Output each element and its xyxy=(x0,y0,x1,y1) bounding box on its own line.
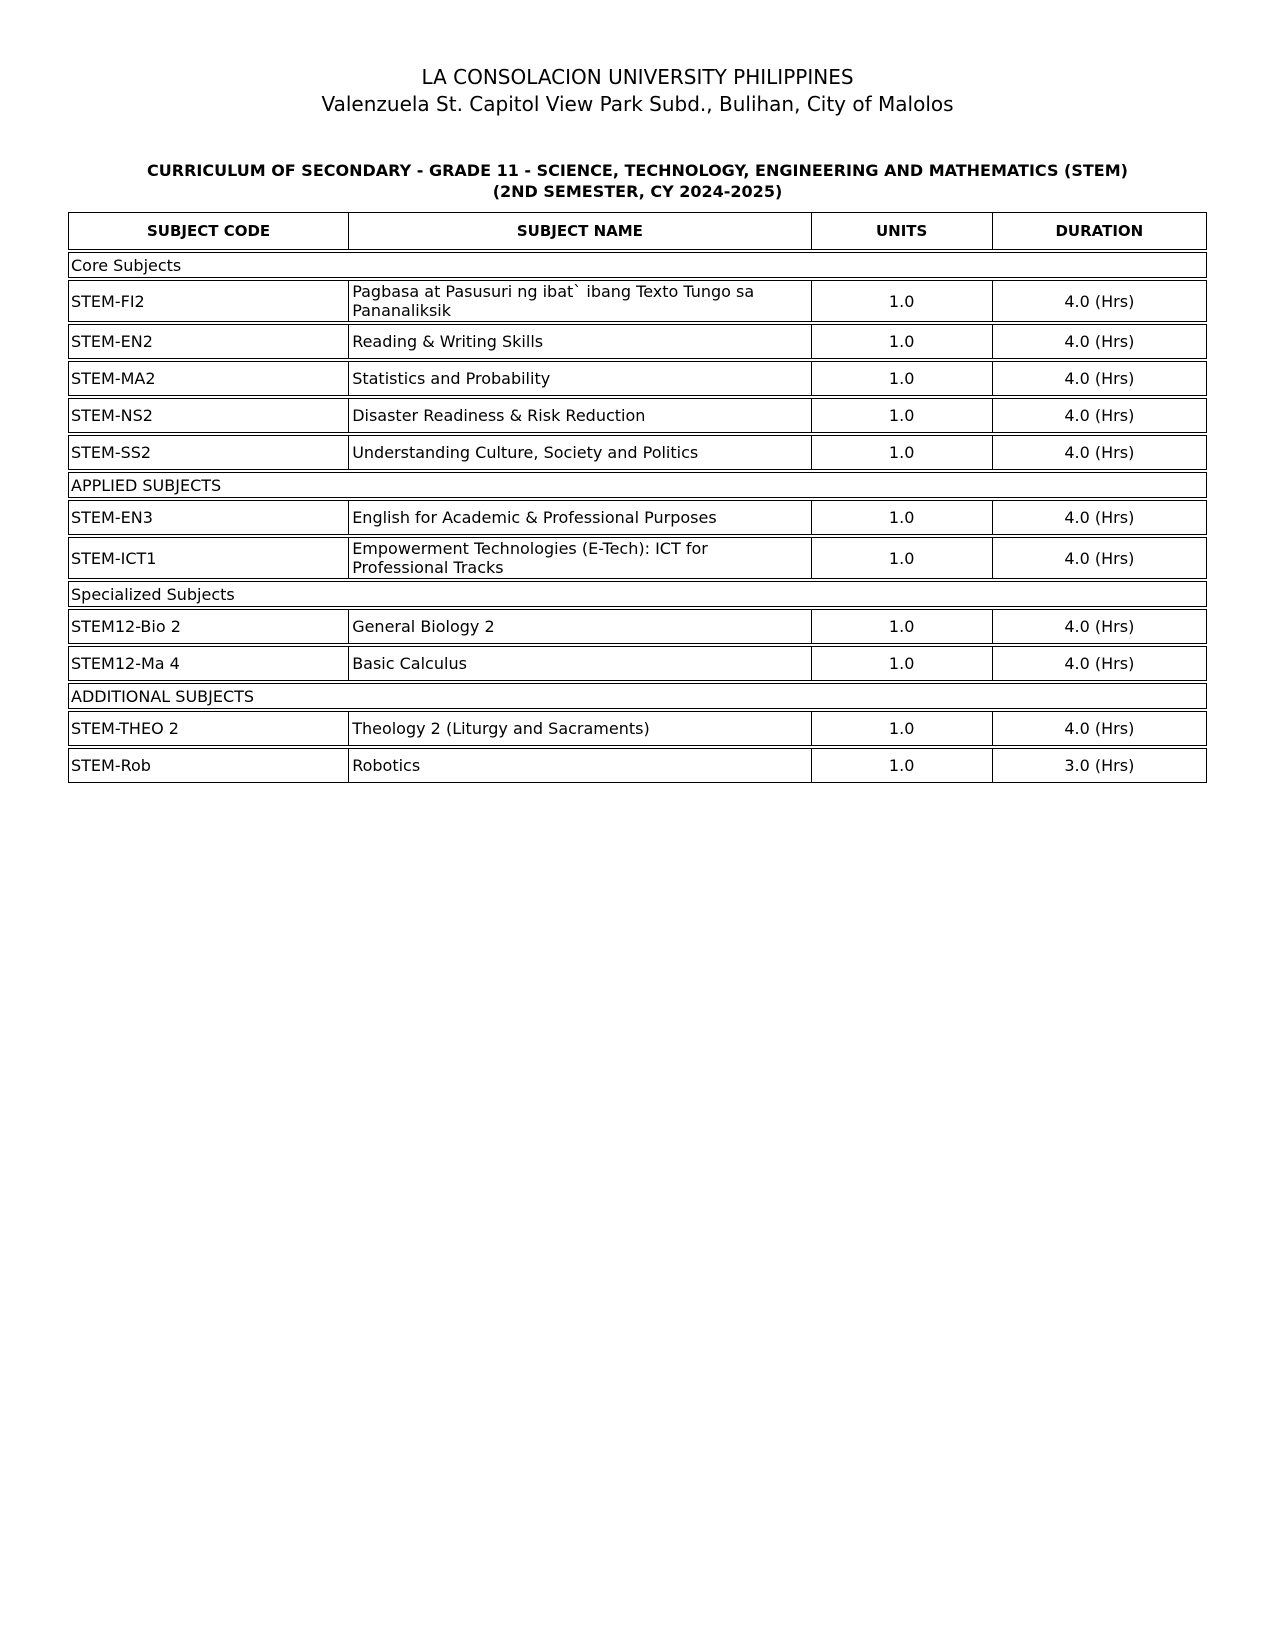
subject-name-cell: Pagbasa at Pasusuri ng ibat` ibang Texto Tungo sa Pananaliksik xyxy=(348,280,810,322)
subject-name-cell: Theology 2 (Liturgy and Sacraments) xyxy=(348,711,810,746)
subject-units-cell: 1.0 xyxy=(811,609,992,644)
university-name: LA CONSOLACION UNIVERSITY PHILIPPINES xyxy=(421,65,854,89)
subject-duration-cell: 4.0 (Hrs) xyxy=(992,537,1207,579)
subject-name-cell: General Biology 2 xyxy=(348,609,810,644)
section-row-core-subjects xyxy=(68,252,1207,278)
subject-duration-cell: 4.0 (Hrs) xyxy=(992,646,1207,681)
subject-duration-cell: 4.0 (Hrs) xyxy=(992,711,1207,746)
subject-units-cell: 1.0 xyxy=(811,398,992,433)
section-label: ADDITIONAL SUBJECTS xyxy=(68,683,1207,709)
section-label: Core Subjects xyxy=(68,252,1207,278)
subject-code-cell: STEM-FI2 xyxy=(68,280,348,322)
section-row-additional-subjects xyxy=(68,683,1207,709)
document-page xyxy=(68,0,1207,785)
section-label: APPLIED SUBJECTS xyxy=(68,472,1207,498)
subject-code-cell: STEM-Rob xyxy=(68,748,348,783)
document-title-block xyxy=(68,160,1207,202)
subject-code-cell: STEM-EN3 xyxy=(68,500,348,535)
subject-units-cell: 1.0 xyxy=(811,711,992,746)
subject-code-cell: STEM12-Ma 4 xyxy=(68,646,348,681)
col-header-units: UNITS xyxy=(811,212,992,250)
section-row-applied-subjects xyxy=(68,472,1207,498)
subject-code-cell: STEM-THEO 2 xyxy=(68,711,348,746)
subject-row xyxy=(68,646,1207,681)
table-header-row xyxy=(68,212,1207,250)
subject-row xyxy=(68,748,1207,783)
letterhead xyxy=(68,0,1207,118)
curriculum-table xyxy=(68,210,1207,785)
university-address: Valenzuela St. Capitol View Park Subd., Bulihan, City of Malolos xyxy=(321,92,954,116)
subject-code-cell: STEM-ICT1 xyxy=(68,537,348,579)
subject-duration-cell: 4.0 (Hrs) xyxy=(992,324,1207,359)
semester-subtitle: (2ND SEMESTER, CY 2024-2025) xyxy=(492,182,783,201)
subject-units-cell: 1.0 xyxy=(811,361,992,396)
subject-row xyxy=(68,324,1207,359)
subject-duration-cell: 4.0 (Hrs) xyxy=(992,398,1207,433)
curriculum-title: CURRICULUM OF SECONDARY - GRADE 11 - SCIENCE, TECHNOLOGY, ENGINEERING AND MATHEMATICS (STEM) xyxy=(147,161,1128,180)
subject-units-cell: 1.0 xyxy=(811,500,992,535)
subject-name-cell: Robotics xyxy=(348,748,810,783)
col-header-subject-code: SUBJECT CODE xyxy=(68,212,348,250)
subject-row xyxy=(68,435,1207,470)
subject-units-cell: 1.0 xyxy=(811,280,992,322)
subject-units-cell: 1.0 xyxy=(811,748,992,783)
section-row-specialized-subjects xyxy=(68,581,1207,607)
subject-row xyxy=(68,609,1207,644)
subject-units-cell: 1.0 xyxy=(811,435,992,470)
subject-name-cell: Reading & Writing Skills xyxy=(348,324,810,359)
subject-duration-cell: 4.0 (Hrs) xyxy=(992,280,1207,322)
col-header-duration: DURATION xyxy=(992,212,1207,250)
subject-name-cell: Statistics and Probability xyxy=(348,361,810,396)
subject-row xyxy=(68,537,1207,579)
subject-code-cell: STEM-MA2 xyxy=(68,361,348,396)
subject-code-cell: STEM-NS2 xyxy=(68,398,348,433)
subject-duration-cell: 4.0 (Hrs) xyxy=(992,609,1207,644)
subject-duration-cell: 3.0 (Hrs) xyxy=(992,748,1207,783)
subject-name-cell: English for Academic & Professional Purposes xyxy=(348,500,810,535)
subject-code-cell: STEM12-Bio 2 xyxy=(68,609,348,644)
subject-row xyxy=(68,711,1207,746)
subject-row xyxy=(68,280,1207,322)
subject-name-cell: Disaster Readiness & Risk Reduction xyxy=(348,398,810,433)
subject-row xyxy=(68,361,1207,396)
subject-name-cell: Basic Calculus xyxy=(348,646,810,681)
section-label: Specialized Subjects xyxy=(68,581,1207,607)
subject-name-cell: Understanding Culture, Society and Politics xyxy=(348,435,810,470)
subject-duration-cell: 4.0 (Hrs) xyxy=(992,435,1207,470)
subject-duration-cell: 4.0 (Hrs) xyxy=(992,361,1207,396)
subject-units-cell: 1.0 xyxy=(811,537,992,579)
subject-row xyxy=(68,500,1207,535)
subject-units-cell: 1.0 xyxy=(811,646,992,681)
subject-row xyxy=(68,398,1207,433)
subject-units-cell: 1.0 xyxy=(811,324,992,359)
col-header-subject-name: SUBJECT NAME xyxy=(348,212,810,250)
subject-name-cell: Empowerment Technologies (E-Tech): ICT for Professional Tracks xyxy=(348,537,810,579)
subject-duration-cell: 4.0 (Hrs) xyxy=(992,500,1207,535)
subject-code-cell: STEM-EN2 xyxy=(68,324,348,359)
subject-code-cell: STEM-SS2 xyxy=(68,435,348,470)
